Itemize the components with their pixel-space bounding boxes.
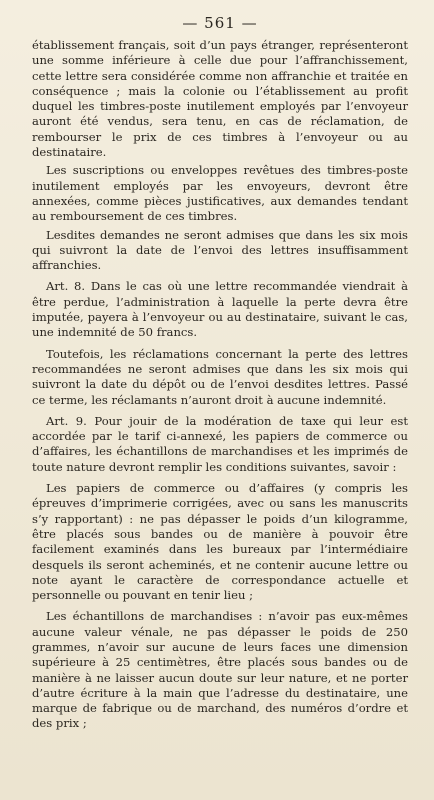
paragraph-continuation: établissement français, soit d’un pays étranger, représenteront une somme inférieure à celle due pour l’affranchissement, cette lettre sera considérée comme non affranchie et traitée en conséquence ; mais la colonie ou l’établissement au profit duquel les timbres-poste inutilement employés par l’envoyeur auront été vendus, sera tenu, en cas de réclamation, de rembourser le prix de ces timbres à l’envoyeur ou au destinataire.	[32, 38, 408, 160]
paragraph-echantillons: Les échantillons de marchandises : n’avoir pas eux-mêmes aucune valeur vénale, ne pas dépasser le poids de 250 grammes, n’avoir sur aucune de leurs faces une dimension supérieure à 25 centimètres, être placés sous bandes ou de manière à ne laisser aucun doute sur leur nature, et ne porter d’autre écriture à la main que l’adresse du destinataire, une marque de fabrique ou de marchand, des numéros d’ordre et des prix ;	[32, 609, 408, 731]
paragraph-papiers-commerce: Les papiers de commerce ou d’affaires (y compris les épreuves d’imprimerie corrigées, avec ou sans les manuscrits s’y rapportant) : ne pas dépasser le poids d’un kilogramme, être placés sous bandes ou de manière à pouvoir être facilement examinés dans les bureaux par l’intermédiaire desquels ils seront acheminés, et ne contenir aucune lettre ou note ayant le caractère de correspondance actuelle et personnelle ou pouvant en tenir lieu ;	[32, 481, 408, 603]
page-number: — 561 —	[182, 14, 258, 32]
paragraph-article-8: Art. 8. Dans le cas où une lettre recommandée viendrait à être perdue, l’administration à laquelle la perte devra être imputée, payera à l’envoyeur ou au destinataire, suivant le cas, une indemnité de 50 francs.	[32, 279, 408, 340]
paragraph-article-9: Art. 9. Pour jouir de la modération de taxe qui leur est accordée par le tarif ci-annexé, les papiers de commerce ou d’affaires, les échantillons de marchandises et les imprimés de toute nature devront remplir les conditions suivantes, savoir :	[32, 413, 408, 474]
paragraph-reclamations: Toutefois, les réclamations concernant la perte des lettres recommandées ne seront admises que dans les six mois qui suivront la date du dépôt ou de l’envoi desdites lettres. Passé ce terme, les réclamants n’auront droit à aucune indemnité.	[32, 346, 408, 407]
paragraph-demandes: Lesdites demandes ne seront admises que dans les six mois qui suivront la date de l’envoi des lettres insuffisamment affranchies.	[32, 227, 408, 273]
paragraph-suscriptions: Les suscriptions ou enveloppes revêtues des timbres-poste inutilement employés par les envoyeurs, devront être annexées, comme pièces justificatives, aux demandes tendant au remboursement de ces timbres.	[32, 163, 408, 224]
body-text	[32, 38, 408, 732]
